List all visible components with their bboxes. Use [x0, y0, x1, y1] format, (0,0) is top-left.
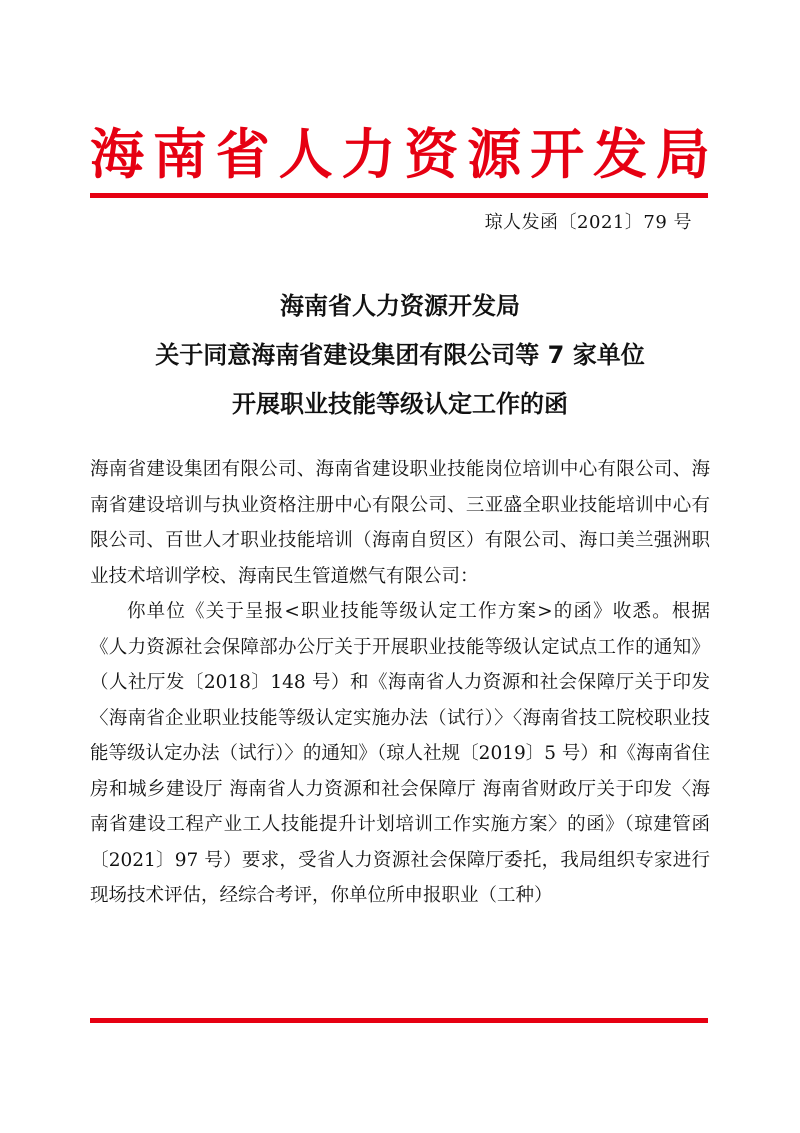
document-title — [60, 282, 740, 429]
masthead-char: 资 — [404, 122, 459, 186]
red-header-rule — [90, 193, 708, 198]
red-footer-rule — [90, 1018, 708, 1023]
masthead-char: 南 — [152, 122, 207, 186]
masthead-char: 力 — [341, 122, 396, 186]
document-number: 琼人发函〔2021〕79 号 — [484, 212, 692, 233]
masthead-char: 源 — [467, 122, 522, 186]
body-paragraph: 你单位《关于呈报<职业技能等级认定工作方案>的函》收悉。根据《人力资源社会保障部办公厅关于开展职业技能等级认定试点工作的通知》（人社厅发〔2018〕148 号）和《海南省人力资源和社会保障厅关于印发〈海南省企业职业技能等级认定实施办法（试行）〉〈海南省技工院校职业技能等级认定办法（试行）〉的通知》（琼人社规〔2019〕5 号）和《海南省住房和城乡建设厅 海南省人力资源和社会保障厅 海南省财政厅关于印发〈海南省建设工程产业工人技能提升计划培训工作实施方案〉的函》（琼建管函〔2021〕97 号）要求，受省人力资源社会保障厅委托，我局组织专家进行现场技术评估，经综合考评，你单位所申报职业（工种） — [90, 601, 710, 906]
agency-masthead — [90, 118, 710, 190]
letter-body — [90, 452, 710, 914]
masthead-char: 海 — [90, 122, 144, 186]
addressee-list: 海南省建设集团有限公司、海南省建设职业技能岗位培训中心有限公司、海南省建设培训与执业资格注册中心有限公司、三亚盛全职业技能培训中心有限公司、百世人才职业技能培训（海南自贸区）有限公司、海口美兰强洲职业技术培训学校、海南民生管道燃气有限公司： — [90, 459, 710, 587]
masthead-char: 开 — [530, 122, 585, 186]
masthead-char: 人 — [278, 122, 333, 186]
masthead-char: 局 — [655, 122, 710, 186]
title-line-3: 开展职业技能等级认定工作的函 — [232, 390, 568, 418]
masthead-char: 发 — [593, 122, 647, 186]
title-line-1: 海南省人力资源开发局 — [280, 292, 520, 320]
title-line-2: 关于同意海南省建设集团有限公司等 7 家单位 — [155, 341, 645, 369]
masthead-char: 省 — [215, 122, 270, 186]
